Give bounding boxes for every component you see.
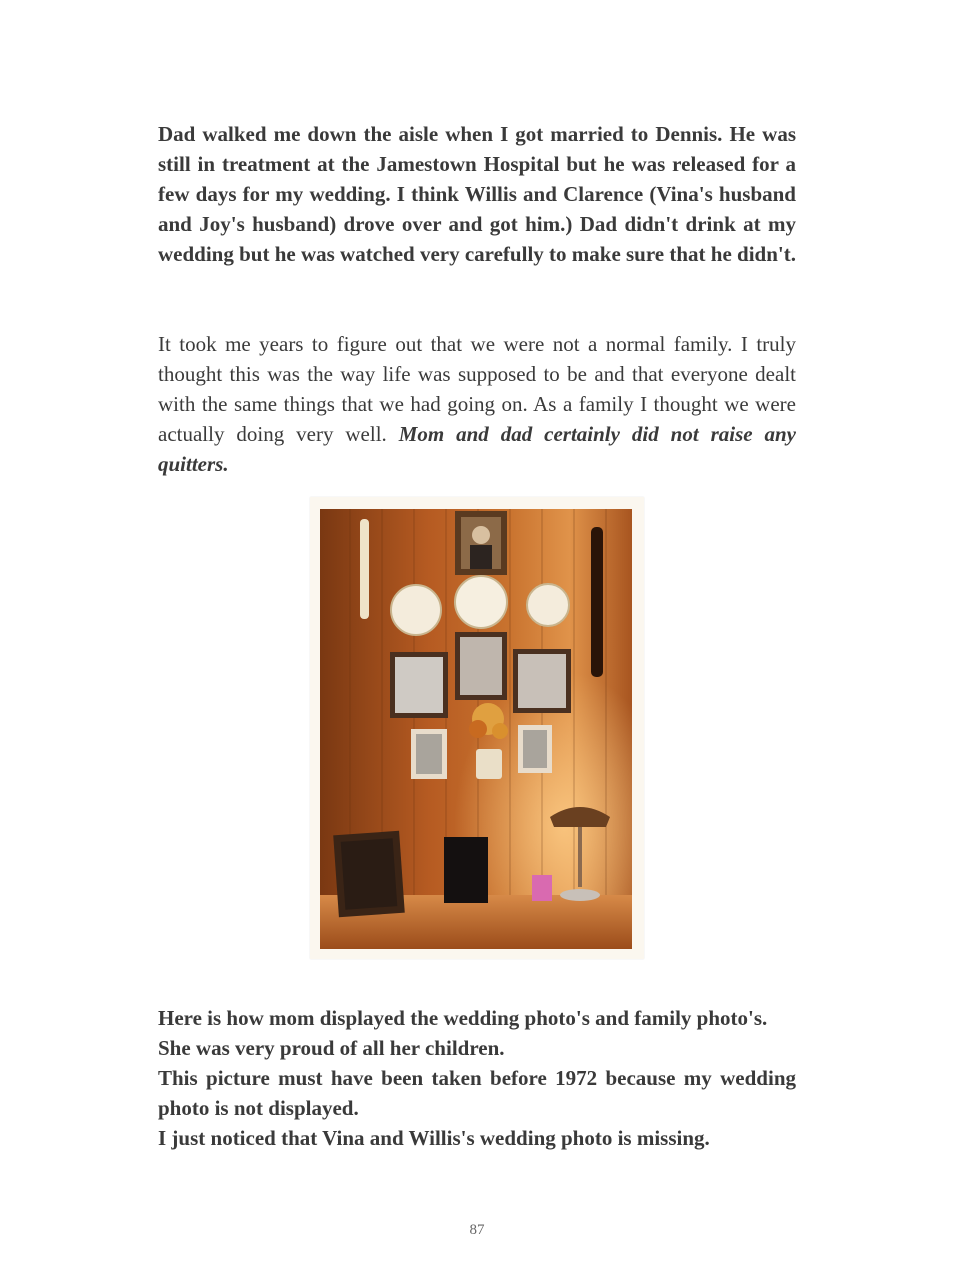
page-number: 87 <box>469 1222 485 1238</box>
photo-caption <box>158 1003 796 1153</box>
paragraph-family <box>158 329 796 479</box>
paragraph-family-text: It took me years to figure out that we were not a normal family. I truly thought this was the way life was supposed to be and that everyone dealt with the same things that we had going on. As a family I thought we were actually doing very well. <box>158 332 796 446</box>
family-wall-photo <box>310 497 644 959</box>
caption-line-3: This picture must have been taken before 1972 because my wedding photo is not displayed. <box>158 1066 796 1120</box>
caption-line-4: I just noticed that Vina and Willis's wedding photo is missing. <box>158 1126 710 1150</box>
paragraph-family-emphasis: Mom and dad certainly did not raise any quitters. <box>158 422 796 476</box>
caption-line-1: Here is how mom displayed the wedding photo's and family photo's. <box>158 1006 768 1030</box>
family-wall-photo-illustration <box>310 497 644 959</box>
paragraph-wedding: Dad walked me down the aisle when I got married to Dennis. He was still in treatment at the Jamestown Hospital but he was released for a few days for my wedding. I think Willis and Clarence (Vina's husband and Joy's husband) drove over and got him.) Dad didn't drink at my wedding but he was watched very carefully to make sure that he didn't. <box>158 122 796 266</box>
caption-line-2: She was very proud of all her children. <box>158 1036 505 1060</box>
